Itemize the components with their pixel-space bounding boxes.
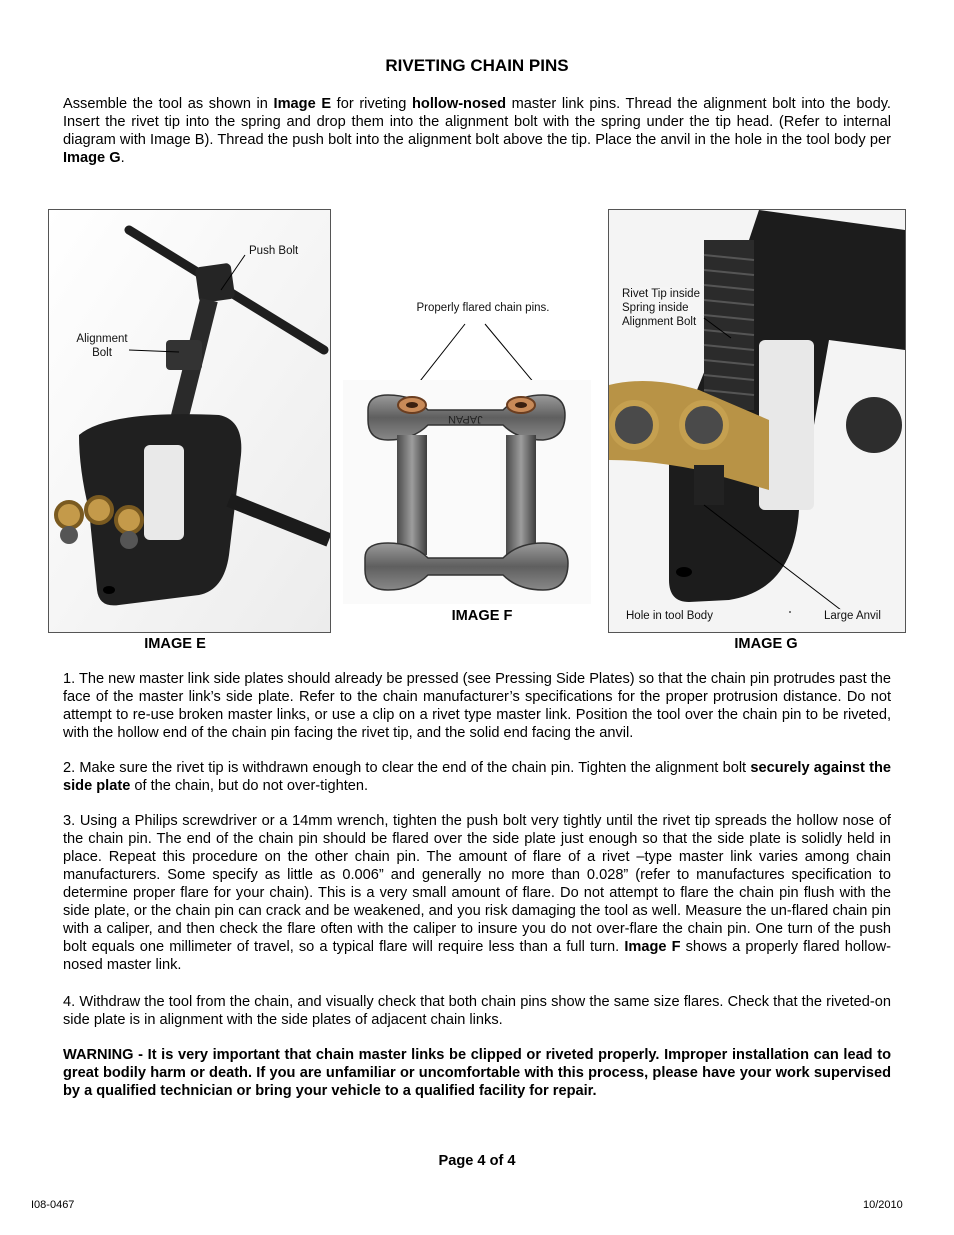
tool-body-hole-label: Hole in tool Body	[626, 610, 713, 622]
alignment-bolt-label	[74, 332, 130, 360]
page-title: RIVETING CHAIN PINS	[385, 56, 569, 75]
step-2	[63, 759, 891, 795]
intro-text: Assemble the tool as shown in	[63, 96, 274, 112]
image-f-caption: IMAGE F	[451, 608, 513, 624]
intro-text: master link pins. Thread the alignment bolt into the body. Insert the rivet tip into the spring and drop them into the alignment bolt with the spring under the tip head. (Refer to internal diagram with Image B). Thread the push bolt into the alignment bolt above the tip. Place the anvil in the hole in the tool body per	[63, 96, 891, 148]
intro-paragraph	[63, 95, 891, 167]
image-f-photo	[343, 380, 591, 604]
image-e-photo	[48, 209, 331, 633]
intro-image-e-ref: Image E	[273, 96, 332, 112]
step-3	[63, 812, 891, 974]
alignment-bolt-label-line2: Bolt	[92, 347, 112, 359]
step-4: 4. Withdraw the tool from the chain, and visually check that both chain pins show the same size flares. Check that the riveted-on side plate is in alignment with the side plates of adjacent chain links.	[63, 994, 891, 1028]
push-bolt-label: Push Bolt	[249, 245, 299, 257]
intro-text: for riveting	[331, 96, 412, 112]
step-3-text: 3. Using a Philips screwdriver or a 14mm wrench, tighten the push bolt very tightly until the rivet tip spreads the hollow nose of the chain pin. The end of the chain pin should be flared over the side plate just enough so that the side plate is solidly held in place. Repeat this procedure on the other chain pin. The amount of flare of a rivet –type master link varies among chain manufacturers. Some specify as little as 0.006” and generally no more than 0.028” (refer to manufactures specification to determine proper flare for your chain). This is a very small amount of flare. Do not attempt to flare the chain pin flush with the side plate, or the chain pin can crack and be weakened, and you risk damaging the tool as well. Measure the un-flared chain pin with a caliper, and then check the flare often with the caliper to insure you do not over-flare the chain pin. One turn of the push bolt equals one millimeter of travel, so a typical flare will require less than a full turn.	[63, 813, 891, 955]
intro-image-g-ref: Image G	[63, 150, 121, 166]
flared-pins-label: Properly flared chain pins.	[416, 302, 550, 314]
rivet-tip-label-line1: Rivet Tip inside	[622, 288, 700, 300]
rivet-tip-label-line3: Alignment Bolt	[622, 316, 697, 328]
rivet-tip-label	[620, 287, 702, 329]
document-date: 10/2010	[863, 1199, 903, 1211]
image-e-caption: IMAGE E	[144, 636, 206, 652]
alignment-bolt-label-line1: Alignment	[76, 333, 128, 345]
document-id: I08-0467	[31, 1199, 75, 1211]
warning-paragraph: WARNING - It is very important that chain master links be clipped or riveted properly. Improper installation can lead to great bodily harm or death. If you are unfamiliar or uncomfortable with this process, please have your work supervised by a qualified technician or bring your vehicle to a qualified facility for repair.	[63, 1047, 891, 1099]
image-g-photo	[608, 209, 906, 633]
step-2-emphasis: securely against the side plate	[63, 760, 891, 794]
step-3-image-f-ref: Image F	[624, 939, 681, 955]
step-2-text: 2. Make sure the rivet tip is withdrawn enough to clear the end of the chain pin. Tighten the alignment bolt	[63, 760, 751, 776]
rivet-tip-label-line2: Spring inside	[622, 302, 689, 314]
page-number: Page 4 of 4	[438, 1153, 516, 1169]
step-3-text: shows a properly flared hollow-nosed master link.	[63, 939, 892, 973]
intro-hollow-nosed: hollow-nosed	[411, 96, 507, 112]
intro-text: .	[120, 150, 125, 166]
large-anvil-label: Large Anvil	[824, 610, 881, 622]
step-2-text: of the chain, but do not over-tighten.	[130, 778, 369, 794]
image-g-caption: IMAGE G	[734, 636, 798, 652]
step-1: 1. The new master link side plates should already be pressed (see Pressing Side Plates) so that the chain pin protrudes past the face of the master link’s side plate. Refer to the chain manufacturer’s specifications for the proper protrusion distance. Do not attempt to re-use broken master links, or use a clip on a rivet type master link. Position the tool over the chain pin to be riveted, with the hollow end of the chain pin facing the rivet tip, and the solid end facing the anvil.	[63, 671, 891, 741]
plate-stamp-text: JAPAN	[448, 413, 483, 425]
